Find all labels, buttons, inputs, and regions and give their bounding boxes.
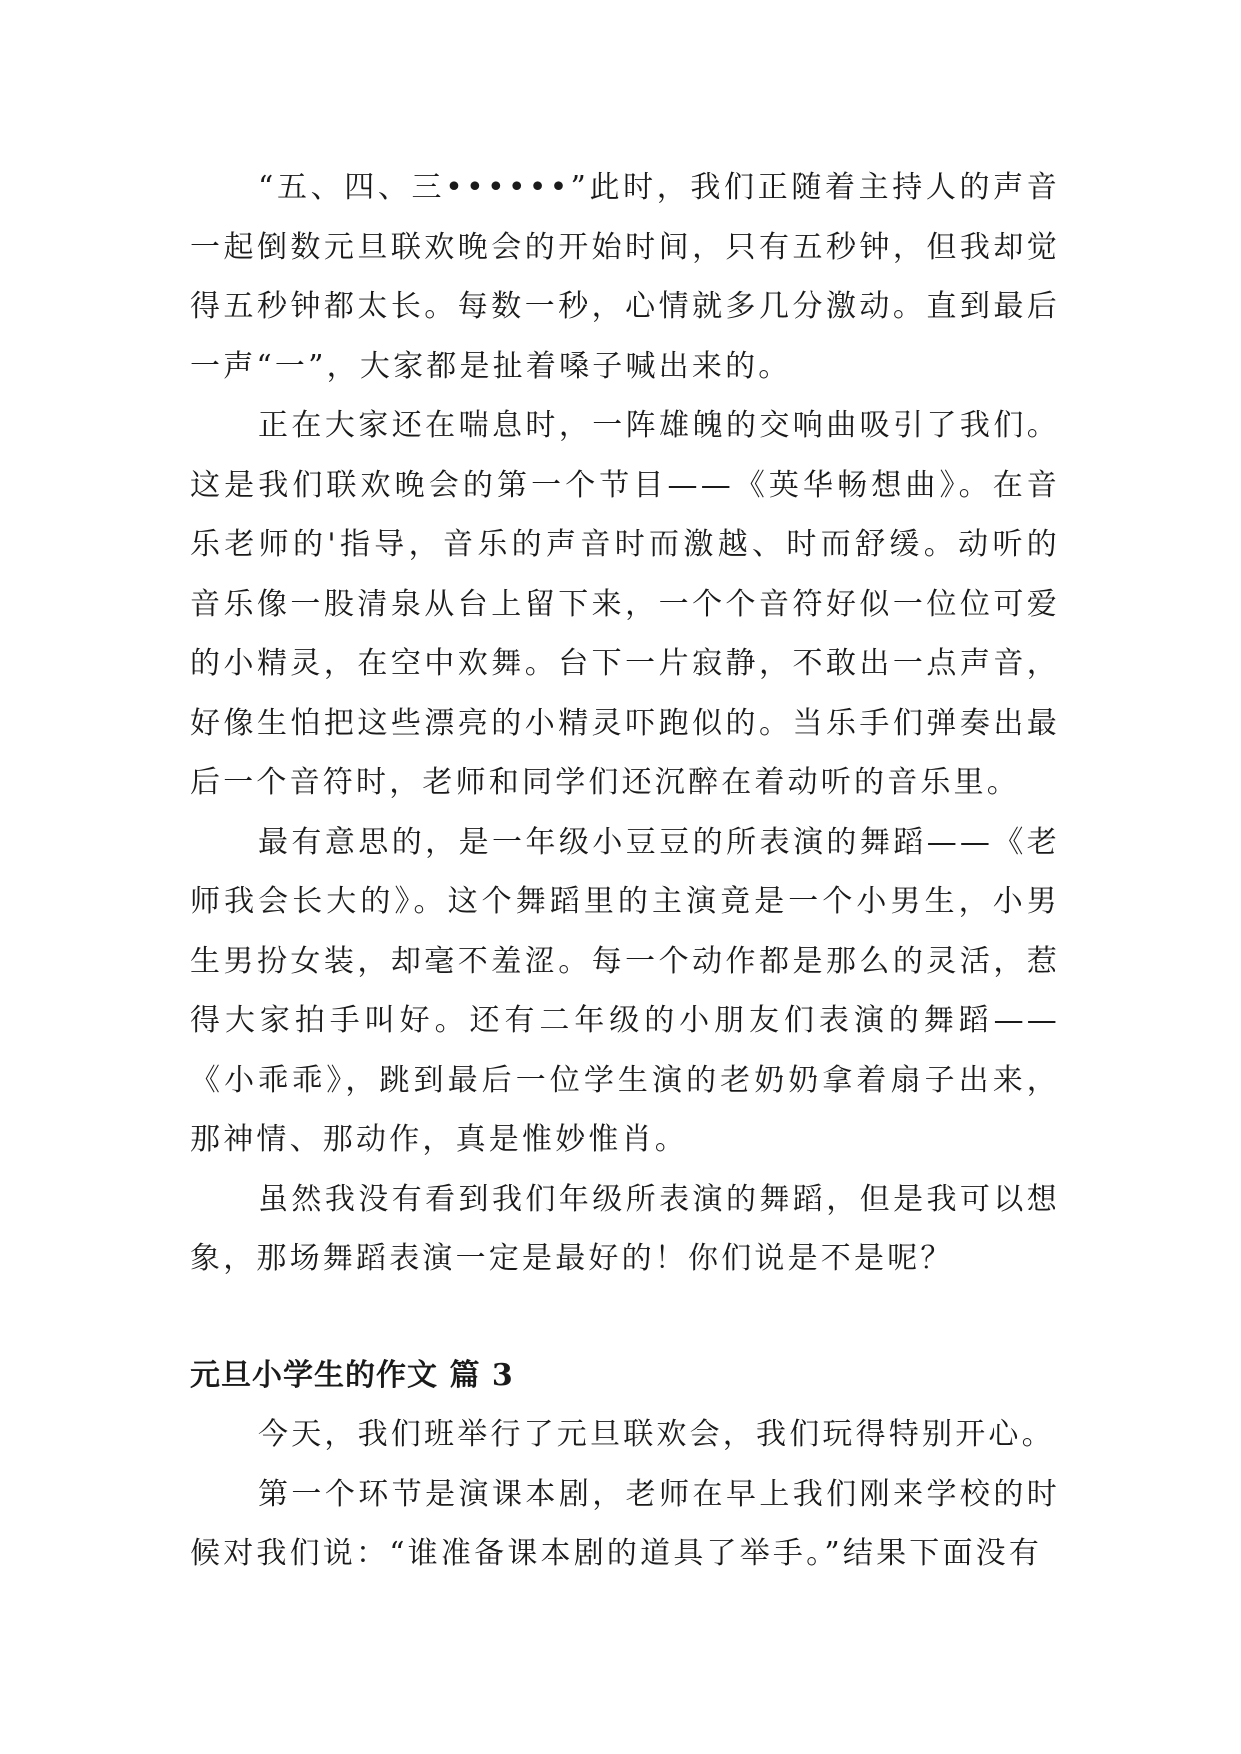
- paragraph-imagine: 虽然我没有看到我们年级所表演的舞蹈，但是我可以想象，那场舞蹈表演一定是最好的！你们说是不是呢？: [190, 1181, 1060, 1276]
- document-body: [190, 158, 1060, 1584]
- paragraph-new-year-party: 今天，我们班举行了元旦联欢会，我们玩得特别开心。: [258, 1417, 1055, 1452]
- paragraph-dance: 最有意思的，是一年级小豆豆的所表演的舞蹈——《老师我会长大的》。这个舞蹈里的主演竟是一个小男生，小男生男扮女装，却毫不羞涩。每一个动作都是那么的灵活，惹得大家拍手叫好。还有二年级的小朋友们表演的舞蹈——《小乖乖》，跳到最后一位学生演的老奶奶拿着扇子出来，那神情、那动作，真是惟妙惟肖。: [190, 824, 1060, 1157]
- paragraph-symphony: 正在大家还在喘息时，一阵雄魄的交响曲吸引了我们。这是我们联欢晚会的第一个节目——《英华畅想曲》。在音乐老师的'指导，音乐的声音时而激越、时而舒缓。动听的音乐像一股清泉从台上留下来，一个个音符好似一位位可爱的小精灵，在空中欢舞。台下一片寂静，不敢出一点声音，好像生怕把这些漂亮的小精灵吓跑似的。当乐手们弹奏出最后一个音符时，老师和同学们还沉醉在着动听的音乐里。: [190, 408, 1060, 800]
- section-title: 元旦小学生的作文 篇 3: [190, 1357, 514, 1393]
- paragraph-textbook-play: 第一个环节是演课本剧，老师在早上我们刚来学校的时候对我们说：“谁准备课本剧的道具了举手。”结果下面没有: [190, 1476, 1060, 1571]
- paragraph-countdown: “五、四、三••••••”此时，我们正随着主持人的声音一起倒数元旦联欢晚会的开始时间，只有五秒钟，但我却觉得五秒钟都太长。每数一秒，心情就多几分激动。直到最后一声“一”，大家都是扯着嗓子喊出来的。: [190, 170, 1060, 384]
